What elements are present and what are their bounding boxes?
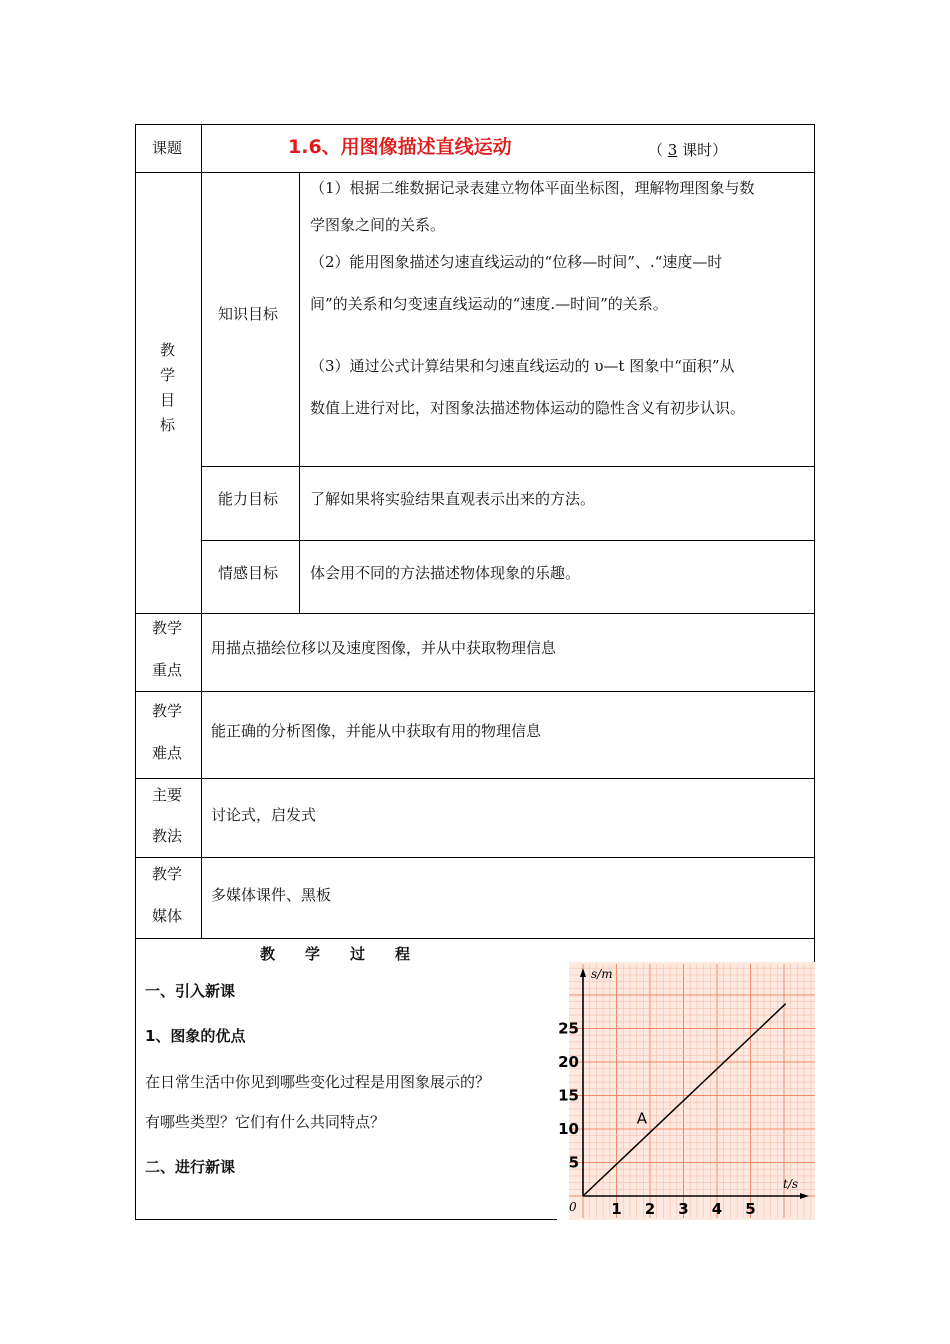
question-line: 在日常生活中你见到哪些变化过程是用图象展示的？ (145, 1073, 491, 1091)
class-hours-number: 3 (667, 141, 678, 159)
media-label-1: 教学 (152, 865, 183, 883)
knowledge-line: 间”的关系和匀变速直线运动的“速度.—时间”的关系。 (310, 295, 668, 313)
x-tick-label: 3 (678, 1200, 689, 1218)
y-tick-label: 10 (558, 1120, 579, 1138)
keypoint-row-border (135, 691, 815, 692)
subject-label: 课题 (152, 139, 183, 157)
class-hours (648, 140, 727, 160)
method-text: 讨论式，启发式 (211, 806, 317, 824)
emotion-objective-label: 情感目标 (218, 564, 279, 582)
emotion-objective-text: 体会用不同的方法描述物体现象的乐趣。 (310, 564, 581, 582)
keypoint-text: 用描点描绘位移以及速度图像，并从中获取物理信息 (211, 639, 557, 657)
x-axis-title: t/s (783, 1177, 799, 1191)
y-tick-label: 15 (558, 1086, 579, 1105)
objectives-label-char: 标 (160, 416, 176, 434)
subsection-heading: 1、图象的优点 (145, 1027, 246, 1045)
media-text: 多媒体课件、黑板 (211, 886, 332, 904)
knowledge-line: 数值上进行对比，对图象法描述物体运动的隐性含义有初步认识。 (310, 399, 746, 417)
x-tick-label: 5 (745, 1200, 756, 1218)
objectives-label-char: 目 (160, 391, 176, 409)
class-hours-close: 课时） (682, 141, 728, 159)
method-label-1: 主要 (152, 786, 183, 804)
x-tick-label: 4 (711, 1200, 723, 1218)
keypoint-label-1: 教学 (152, 619, 183, 637)
knowledge-line: （1）根据二维数据记录表建立物体平面坐标图，理解物理图象与数 (310, 179, 755, 197)
x-tick-label: 2 (644, 1200, 656, 1218)
label-column-border (201, 124, 202, 939)
graph-background (569, 962, 815, 1220)
difficulty-label-2: 难点 (152, 744, 183, 762)
objectives-label-char: 学 (160, 366, 176, 384)
header-row-border (135, 172, 815, 173)
y-tick-label: 5 (568, 1153, 579, 1172)
difficulty-text: 能正确的分析图像，并能从中获取有用的物理信息 (211, 722, 542, 740)
objectives-label-char: 教 (160, 341, 176, 359)
method-label-2: 教法 (152, 827, 183, 845)
table-left-border (135, 124, 136, 1220)
displacement-time-graph (557, 962, 815, 1220)
ability-row-border (201, 540, 815, 541)
y-tick-label: 25 (558, 1019, 579, 1038)
class-hours-open: （ (648, 141, 664, 159)
knowledge-line: 学图象之间的关系。 (310, 216, 446, 234)
x-tick-label: 1 (611, 1200, 622, 1218)
difficulty-label-1: 教学 (152, 702, 183, 720)
knowledge-line: （2）能用图象描述匀速直线运动的“位移—时间”、.“速度—时 (310, 253, 723, 271)
sublabel-column-border (299, 172, 300, 614)
knowledge-objective-label: 知识目标 (218, 305, 279, 323)
method-row-border (135, 857, 815, 858)
origin-label: 0 (569, 1200, 577, 1214)
section-intro-heading: 一、引入新课 (145, 982, 236, 1000)
ability-objective-text: 了解如果将实验结果直观表示出来的方法。 (310, 490, 596, 508)
y-tick-label: 20 (558, 1053, 579, 1071)
media-label-2: 媒体 (152, 907, 183, 925)
media-row-border (135, 938, 815, 939)
point-a-label: A (636, 1109, 647, 1128)
knowledge-row-border (201, 466, 815, 467)
table-bottom-border (135, 1219, 557, 1220)
process-heading: 教 学 过 程 (260, 945, 411, 963)
keypoint-label-2: 重点 (152, 661, 183, 679)
table-top-border (135, 124, 815, 125)
page-title: 1.6、用图像描述直线运动 (288, 136, 512, 158)
knowledge-line: （3）通过公式计算结果和匀速直线运动的 υ—t 图象中“面积”从 (310, 357, 735, 375)
section-new-lesson-heading: 二、进行新课 (145, 1158, 236, 1176)
y-axis-title: s/m (591, 967, 613, 981)
question-line: 有哪些类型？它们有什么共同特点？ (145, 1113, 386, 1131)
ability-objective-label: 能力目标 (218, 490, 279, 508)
objectives-row-border (135, 613, 815, 614)
difficulty-row-border (135, 778, 815, 779)
